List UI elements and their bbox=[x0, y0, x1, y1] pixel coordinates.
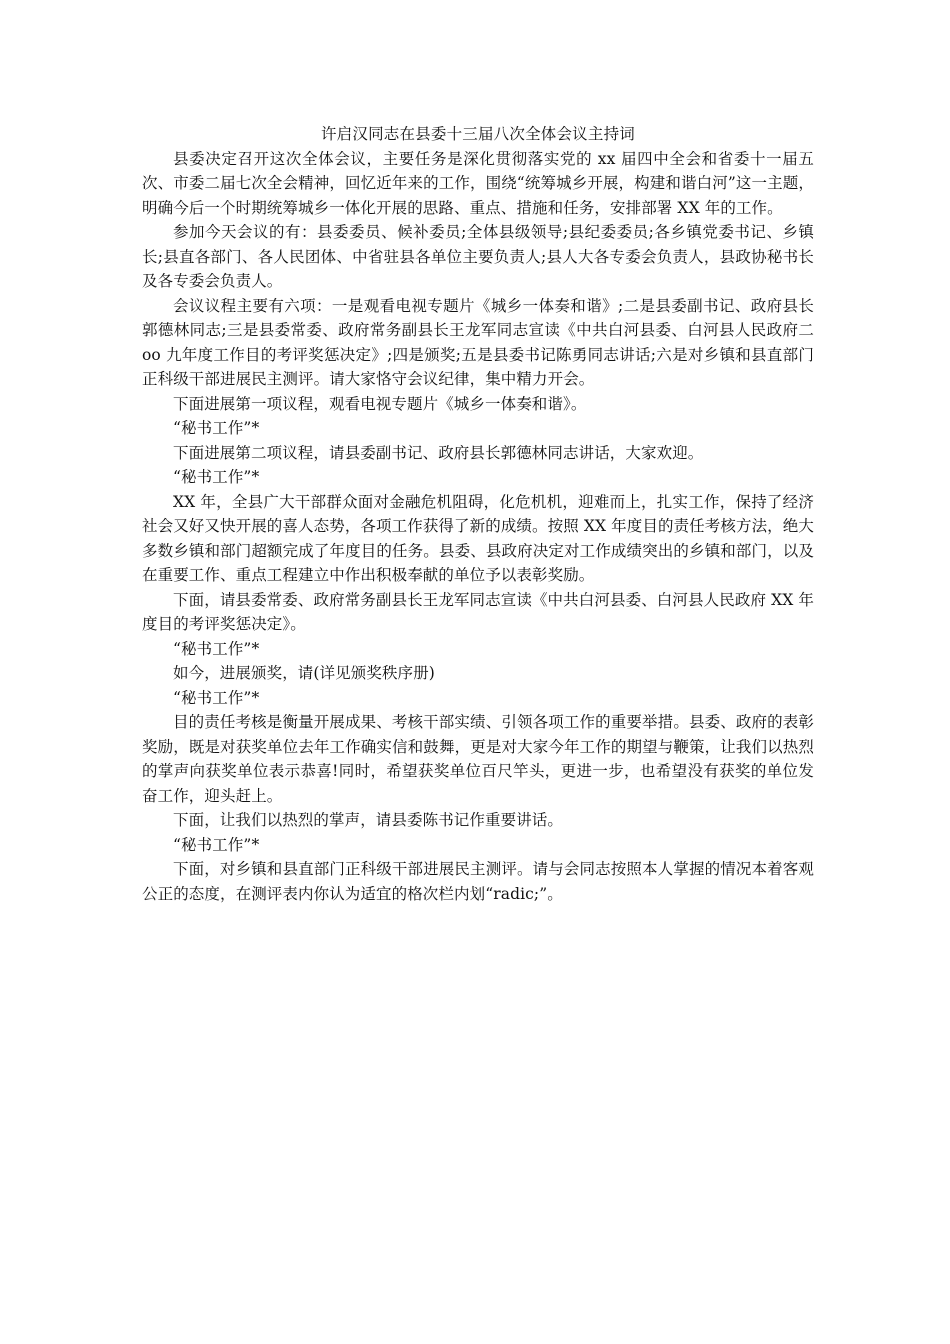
paragraph-secretary-note: “秘书工作”* bbox=[173, 835, 260, 854]
paragraph-agenda-item-1: 下面进展第一项议程，观看电视专题片《城乡一体奏和谐》。 bbox=[173, 394, 587, 413]
paragraph-secretary-note: “秘书工作”* bbox=[173, 688, 260, 707]
paragraph-secretary-speech: 下面，让我们以热烈的掌声，请县委陈书记作重要讲话。 bbox=[173, 811, 564, 829]
paragraph-secretary-note: “秘书工作”* bbox=[173, 639, 260, 658]
document-title: 许启汉同志在县委十三届八次全体会议主持词 bbox=[320, 125, 635, 143]
paragraph-agenda: 会议议程主要有六项：一是观看电视专题片《城乡一体奏和谐》;二是县委副书记、政府县长郭德林同志;三是县委常委、政府常务副县长王龙军同志宣读《中共白河县委、白河县人民政府二 oo 九年度工作目的考评奖惩决定》;四是颁奖;五是县委书记陈勇同志讲话;六是对乡镇和县直部门正科级干部进展民主测评。请大家恪守会议纪律，集中精力开会。 bbox=[142, 296, 814, 388]
paragraph-secretary-note: “秘书工作”* bbox=[173, 419, 260, 437]
paragraph-assessment-remarks: 目的责任考核是衡量开展成果、考核干部实绩、引领各项工作的重要举措。县委、政府的表彰奖励，既是对获奖单位去年工作确实信和鼓舞，更是对大家今年工作的期望与鞭策，让我们以热烈的掌声向获奖单位表示恭喜!同时，希望获奖单位百尺竿头，更进一步，也希望没有获奖的单位发奋工作，迎头赶上。 bbox=[142, 713, 814, 805]
paragraph-agenda-item-2: 下面进展第二项议程，请县委副书记、政府县长郭德林同志讲话，大家欢迎。 bbox=[173, 443, 704, 462]
paragraph-meeting-purpose: 县委决定召开这次全体会议，主要任务是深化贯彻落实党的 xx 届四中全会和省委十一届五次、市委二届七次全会精神，回忆近年来的工作，围绕“统筹城乡开展，构建和谐白河”这一主题，明确今后一个时期统筹城乡一体化开展的思路、重点、措施和任务，安排部署 XX 年的工作。 bbox=[142, 149, 814, 217]
paragraph-attendees: 参加今天会议的有：县委委员、候补委员;全体县级领导;县纪委委员;各乡镇党委书记、乡镇长;县直各部门、各人民团体、中省驻县各单位主要负责人;县人大各专委会负责人，县政协秘书长及各专委会负责人。 bbox=[142, 223, 814, 290]
paragraph-awards: 如今，进展颁奖，请(详见颁奖秩序册) bbox=[173, 664, 435, 682]
paragraph-agenda-item-3: 下面，请县委常委、政府常务副县长王龙军同志宣读《中共白河县委、白河县人民政府 XX 年度目的考评奖惩决定》。 bbox=[142, 590, 814, 633]
document-body bbox=[142, 122, 814, 906]
paragraph-democratic-evaluation: 下面，对乡镇和县直部门正科级干部进展民主测评。请与会同志按照本人掌握的情况本着客观公正的态度，在测评表内你认为适宜的格次栏内划“radic;”。 bbox=[142, 860, 814, 903]
paragraph-annual-summary: XX 年，全县广大干部群众面对金融危机阻碍，化危机机，迎难而上，扎实工作，保持了经济社会又好又快开展的喜人态势，各项工作获得了新的成绩。按照 XX 年度目的责任考核方法，绝大多数乡镇和部门超额完成了年度目的任务。县委、县政府决定对工作成绩突出的乡镇和部门，以及在重要工作、重点工程建立中作出积极奉献的单位予以表彰奖励。 bbox=[142, 492, 814, 584]
paragraph-secretary-note: “秘书工作”* bbox=[173, 468, 260, 486]
